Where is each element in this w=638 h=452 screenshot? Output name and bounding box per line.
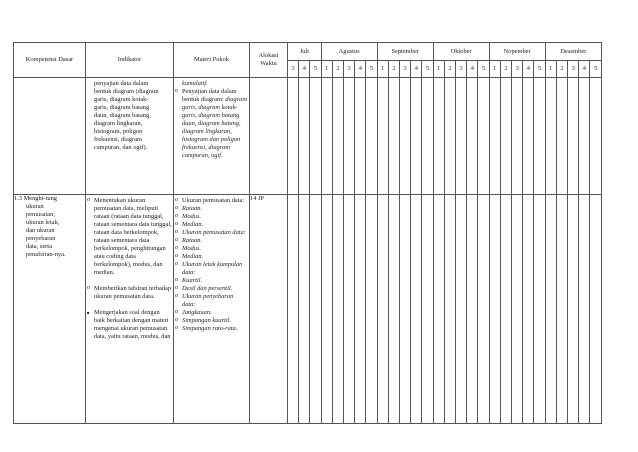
week-cell (523, 195, 534, 424)
week-header: 5 (590, 61, 602, 78)
week-cell (355, 78, 366, 195)
week-cell (556, 78, 567, 195)
week-cell (568, 78, 579, 195)
materi-item: o Modus. (174, 213, 248, 221)
month-header: Nopember (489, 43, 545, 61)
header-indikator: Indikator (86, 43, 174, 78)
header-materi-pokok: Materi Pokok (174, 43, 250, 78)
week-cell (478, 195, 489, 424)
week-cell (489, 78, 500, 195)
week-header: 1 (433, 61, 444, 78)
week-cell (288, 78, 299, 195)
week-cell (332, 78, 343, 195)
alokasi-value: 14 JP (250, 195, 288, 424)
week-header: 3 (288, 61, 299, 78)
kd-line: dan ukuran (26, 227, 55, 234)
indikator-line: garis, diagram kotak- (94, 96, 149, 103)
week-cell (411, 195, 422, 424)
week-cell (590, 195, 602, 424)
indikator-line: histogram, poligon (94, 128, 143, 135)
schedule-table (13, 42, 602, 424)
week-cell (366, 78, 377, 195)
week-cell (299, 195, 310, 424)
month-header: Agustus (321, 43, 377, 61)
week-header: 2 (500, 61, 511, 78)
week-cell (321, 195, 332, 424)
week-cell (411, 78, 422, 195)
materi-item: o Rataan. (174, 237, 248, 245)
week-header: 3 (456, 61, 467, 78)
indikator-line: frekuensi, diagram (94, 136, 142, 143)
week-header: 5 (534, 61, 545, 78)
list-spacer (86, 301, 172, 309)
materi-item: o Jangkauan. (174, 309, 248, 317)
week-cell (556, 195, 567, 424)
table-row (14, 195, 602, 424)
materi-cell (174, 78, 250, 195)
week-cell (400, 195, 411, 424)
week-cell (534, 195, 545, 424)
materi-item: o Simpangan kuartil. (174, 317, 248, 325)
week-header: 4 (579, 61, 590, 78)
materi-cell (174, 195, 250, 424)
indikator-item: ■ Mengerjakan soal dengan baik berkaitan dengan materi mengenai ukuran pemusatan data, yaitu rataan, modus, dan (86, 309, 172, 341)
week-cell (310, 195, 321, 424)
materi-item: o Desil dan persentil. (174, 285, 248, 293)
kd-line: ukuran letak, (26, 219, 60, 226)
materi-item: o Kuartil. (174, 277, 248, 285)
materi-item: o Ukuran pemusatan data: (174, 229, 248, 237)
materi-list-item: o Penyajian data dalam bentuk diagram: diagram garis, diagram kotak-garis, diagram batang daun, diagram batang, diagram lingkaran, histogram dan poligon frekuensi, diagram campuran, ogif. (174, 88, 248, 160)
kd-cell (14, 195, 86, 424)
week-header: 4 (355, 61, 366, 78)
week-cell (500, 195, 511, 424)
indikator-line: garis, diagram batang (94, 104, 150, 111)
week-cell (467, 78, 478, 195)
week-cell (321, 78, 332, 195)
kd-line: ukuran (26, 203, 44, 210)
kd-cell (14, 78, 86, 195)
week-cell (310, 78, 321, 195)
month-header: September (377, 43, 433, 61)
indikator-line: bentuk diagram (diagram (94, 88, 159, 95)
materi-item: o Rataan. (174, 205, 248, 213)
week-cell (467, 195, 478, 424)
week-header: 3 (400, 61, 411, 78)
month-header: Desember (545, 43, 601, 61)
week-cell (388, 195, 399, 424)
indikator-line: penyajian data dalam (94, 80, 149, 87)
month-header: Juli (288, 43, 322, 61)
week-header: 4 (523, 61, 534, 78)
week-cell (579, 195, 590, 424)
week-cell (545, 195, 556, 424)
week-cell (377, 195, 388, 424)
week-header: 5 (310, 61, 321, 78)
week-header: 4 (299, 61, 310, 78)
week-header: 2 (556, 61, 567, 78)
week-cell (299, 78, 310, 195)
kd-line: 1.3 Menghi-tung (14, 195, 57, 202)
week-cell (568, 195, 579, 424)
week-cell (332, 195, 343, 424)
week-cell (478, 78, 489, 195)
week-header: 3 (568, 61, 579, 78)
indikator-line: diagram lingkaran, (94, 120, 143, 127)
week-cell (512, 195, 523, 424)
week-header: 5 (366, 61, 377, 78)
week-header: 5 (422, 61, 433, 78)
materi-item: o Ukuran letak kumpulan data: (174, 261, 248, 277)
week-header: 3 (344, 61, 355, 78)
kd-line: penafsiran-nya. (26, 251, 66, 258)
week-header: 2 (444, 61, 455, 78)
week-cell (534, 78, 545, 195)
kd-line: data, serta (26, 243, 52, 250)
week-header: 2 (332, 61, 343, 78)
week-cell (545, 78, 556, 195)
week-header: 2 (388, 61, 399, 78)
materi-item: o Ukuran pemusatan data: (174, 197, 248, 205)
week-cell (366, 195, 377, 424)
week-cell (433, 195, 444, 424)
table-row (14, 78, 602, 195)
week-cell (456, 78, 467, 195)
week-header: 1 (489, 61, 500, 78)
week-cell (344, 78, 355, 195)
week-cell (288, 195, 299, 424)
week-cell (444, 195, 455, 424)
materi-item: o Modus. (174, 245, 248, 253)
week-header: 4 (411, 61, 422, 78)
indikator-cell (86, 78, 174, 195)
week-header: 5 (478, 61, 489, 78)
week-cell (512, 78, 523, 195)
week-header: 3 (512, 61, 523, 78)
materi-item: o Median. (174, 221, 248, 229)
week-header: 4 (467, 61, 478, 78)
month-header: Oktober (433, 43, 489, 61)
week-cell (422, 78, 433, 195)
week-cell (433, 78, 444, 195)
materi-item: o Ukuran penyebaran data: (174, 293, 248, 309)
kd-line: pemusatan, (26, 211, 55, 218)
week-cell (590, 78, 602, 195)
week-cell (579, 78, 590, 195)
week-cell (388, 78, 399, 195)
week-cell (377, 78, 388, 195)
alokasi-cell (250, 78, 288, 195)
week-cell (523, 78, 534, 195)
materi-item: o Simpangan rata-rata. (174, 325, 248, 333)
week-cell (444, 78, 455, 195)
week-cell (422, 195, 433, 424)
indikator-cell (86, 195, 174, 424)
indikator-item: o Menentukan ukuran pemusatan data, meliputi rataan (rataan data tunggal, rataan sementara data tunggal, rataan data berkelompok, rataan sementara data berkelompok, penghitungan atau coding data berkelompok), modus, dan median. (86, 197, 172, 277)
week-cell (456, 195, 467, 424)
indikator-item: o Memberikan tafsiran terhadap ukuran pemusatan data. (86, 285, 172, 301)
list-spacer (86, 277, 172, 285)
header-kompetensi-dasar: Kompetensi Dasar (14, 43, 86, 78)
week-cell (355, 195, 366, 424)
week-header: 1 (545, 61, 556, 78)
week-cell (400, 78, 411, 195)
week-cell (500, 78, 511, 195)
kd-line: penyebaran (26, 235, 56, 242)
week-cell (344, 195, 355, 424)
week-header: 1 (377, 61, 388, 78)
week-cell (489, 195, 500, 424)
indikator-line: campuran, dan ogif). (94, 144, 148, 151)
indikator-line: daun, diagram batang, (94, 112, 151, 119)
header-alokasi-waktu: Alokasi Waktu (250, 43, 288, 78)
materi-continuation: kumulatif. (182, 80, 208, 87)
materi-item: o Median. (174, 253, 248, 261)
week-header: 1 (321, 61, 332, 78)
